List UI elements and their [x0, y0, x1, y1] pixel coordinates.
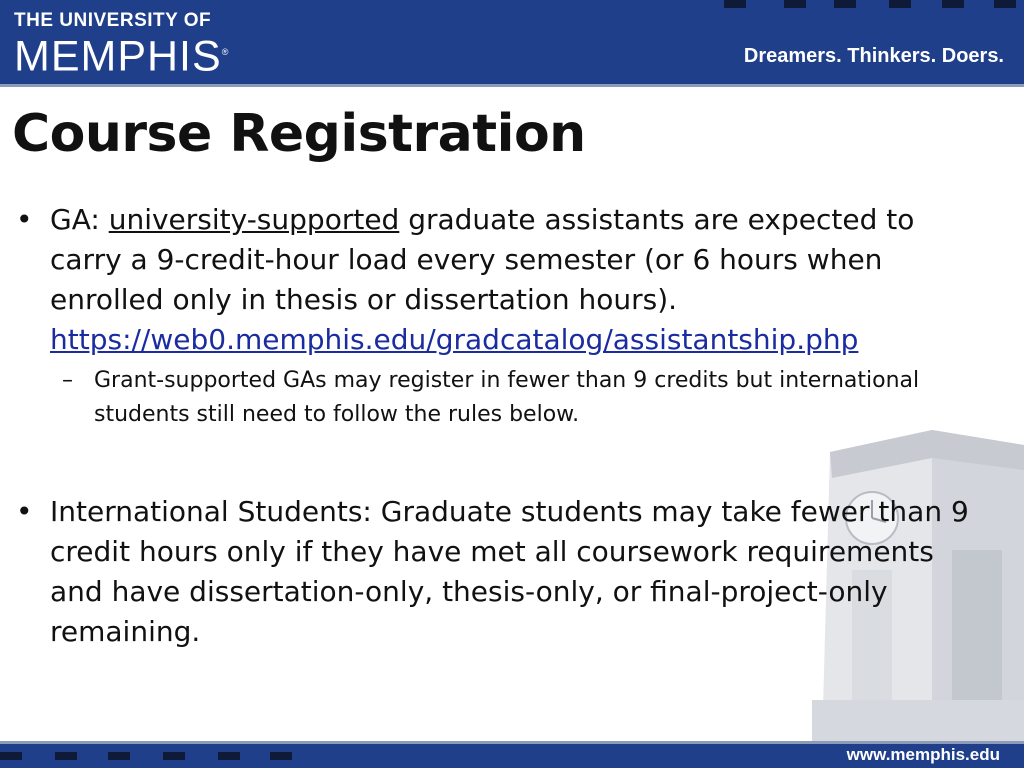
bullet-ga-text: graduate assistants are expected to carry a 9-credit-hour load every semester (or 6 hours when enrolled only in thesis or dissertation hours). [50, 203, 915, 316]
decorative-square [163, 752, 185, 760]
spacer [14, 432, 974, 492]
logo-wordmark: MEMPHIS [14, 32, 222, 81]
bullet-marker: • [16, 203, 33, 236]
bullet-marker: • [16, 495, 33, 528]
decorative-square [784, 0, 806, 8]
decorative-square [55, 752, 77, 760]
decorative-square [889, 0, 911, 8]
decorative-square [108, 752, 130, 760]
tagline: Dreamers. Thinkers. Doers. [743, 45, 1004, 67]
footer-banner [0, 744, 1024, 768]
decorative-square [942, 0, 964, 8]
decorative-square [724, 0, 746, 8]
university-logo [14, 10, 230, 81]
assistantship-link[interactable]: https://web0.memphis.edu/gradcatalog/assistantship.php [50, 323, 859, 356]
slide-content [14, 200, 974, 652]
header-accent-line [0, 84, 1024, 87]
bullet-ga-underlined: university-supported [108, 203, 400, 236]
bullet-international-text: International Students: Graduate students may take fewer than 9 credit hours only if they have met all coursework requirements and have dissertation-only, thesis-only, or final-project-only remaining. [50, 495, 969, 648]
decorative-square [834, 0, 856, 8]
decorative-square [270, 752, 292, 760]
bullet-international [14, 492, 974, 652]
bullet-ga-prefix: GA: [50, 203, 109, 236]
tower-base [812, 700, 1024, 745]
logo-main-text [14, 31, 230, 81]
subbullet-marker: – [62, 368, 73, 393]
footer-url: www.memphis.edu [846, 745, 1000, 764]
header-banner [0, 0, 1024, 84]
subbullet-grant-supported [14, 364, 974, 432]
registered-mark: ® [221, 47, 230, 57]
bullet-ga [14, 200, 974, 360]
slide-title: Course Registration [12, 104, 586, 164]
decorative-square [0, 752, 22, 760]
decorative-square [218, 752, 240, 760]
subbullet-text: Grant-supported GAs may register in fewer than 9 credits but international students still need to follow the rules below. [94, 368, 920, 427]
logo-top-text: THE UNIVERSITY OF [14, 10, 212, 31]
decorative-square [994, 0, 1016, 8]
